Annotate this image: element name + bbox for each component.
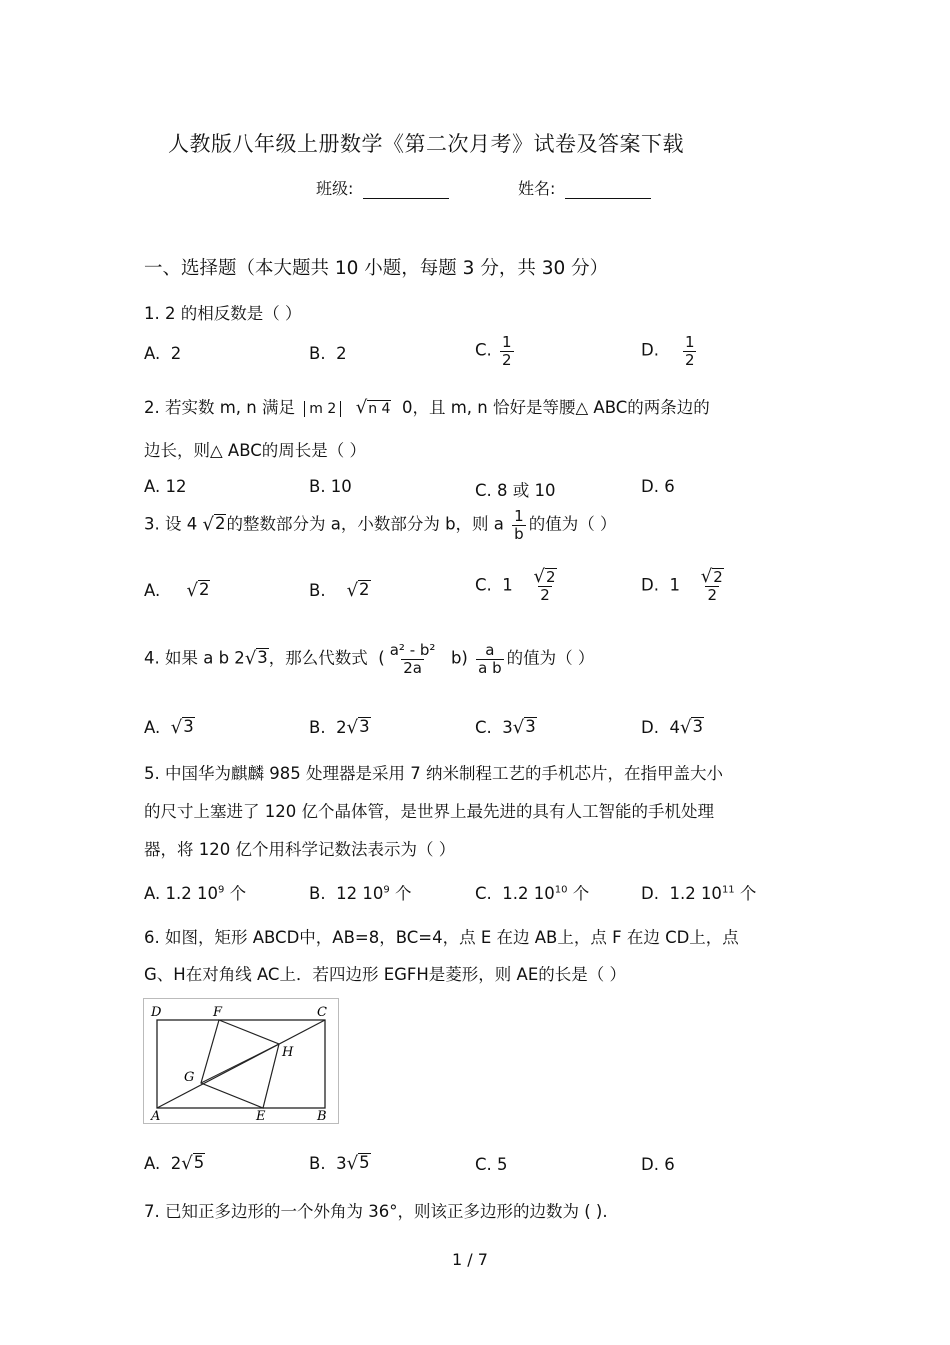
q2-option-b: B. 10 [309,477,352,496]
option-label: A. [144,717,161,737]
option-label: B. [309,580,326,600]
class-label: 班级: [316,179,354,198]
rectangle-figure [143,998,339,1124]
option-unit: 个 [567,884,590,903]
q6-option-b [309,1153,371,1173]
question-6-line1: 6. 如图，矩形 ABCD中，AB=8，BC=4，点 E 在边 AB上，点 F 在边 CD上，点 [144,928,739,947]
q6-option-a [144,1153,205,1173]
q2-option-d: D. 6 [641,477,675,496]
question-1-stem: 1. 2 的相反数是（ ） [144,304,302,323]
radical: √ 3 [170,716,194,738]
coefficient: 4 [669,717,680,737]
geometry-diagram [143,998,339,1124]
label-a: A [151,1109,161,1124]
option-label: B. [309,1153,326,1173]
label-f: F [213,1005,223,1020]
radical: √ 3 [244,647,268,669]
class-blank [363,182,449,199]
option-label: A. [144,580,161,600]
fraction: $\frac{\text{a² - b²}}{2a}$ [389,641,436,677]
q2-pre: 2. 若实数 m, n 满足 [144,398,295,417]
q4-mid: ，那么代数式 [268,648,368,668]
label-b: B [317,1109,327,1124]
q5-option-b [309,880,411,904]
option-value: 1.2 10 [165,884,218,903]
label-g: G [184,1070,195,1085]
radical: √ 3 [512,716,536,738]
q4-option-c [475,717,537,737]
class-field [316,176,449,199]
option-label: A. [144,344,161,363]
q4-option-d [641,717,704,737]
option-label: C. [475,717,492,737]
q1-option-c [475,334,517,368]
radical: √ 2 [346,579,370,601]
q3-mid: 的整数部分为 a，小数部分为 b，则 a [226,514,504,534]
q2-post: 0，且 m, n 恰好是等腰△ ABC的两条边的 [401,398,710,417]
option-label: C. [475,340,492,360]
question-4-stem: 4. 如果 a b 2 √ 3 ，那么代数式 ( $\frac{\text{a² - b²}}{2a}$ b) $\frac{a}{\text{a b}}$ 的值为（ ） [144,641,595,677]
question-6-line2: G、H在对角线 AC上．若四边形 EGFH是菱形，则 AE的长是（ ） [144,965,627,984]
q3-option-c [475,568,562,604]
question-2-line2: 边长，则△ ABC的周长是（ ） [144,441,367,460]
coefficient: 2 [170,1153,182,1173]
label-e: E [256,1109,266,1124]
option-value: 12 10 [336,884,384,903]
option-unit: 个 [389,884,412,903]
option-label: A. [144,884,161,903]
option-value: 1.2 10 [669,884,722,903]
name-blank [565,182,651,199]
q4-post: 的值为（ ） [506,648,595,668]
question-5-line3: 器，将 120 亿个用科学记数法表示为（ ） [144,840,456,859]
q1-option-b [309,344,347,363]
option-unit: 个 [224,884,247,903]
q3-post: 的值为（ ） [528,514,617,534]
option-label: C. [475,575,492,595]
radical: √ 3 [346,716,370,738]
abs-bar-right [340,401,341,417]
option-value: 2 [336,344,347,363]
coefficient: 2 [336,717,347,737]
option-unit: 个 [734,884,757,903]
q2-option-c: C. 8 或 10 [475,481,556,500]
q5-option-d [641,880,756,904]
question-2-stem [144,394,710,418]
page-number: 1 / 7 [452,1250,488,1269]
option-label: B. [309,344,326,363]
question-3-stem [144,508,616,542]
fraction: $\frac{1}{b}$ [514,507,524,543]
radical: √ 2 [202,513,226,535]
option-label: C. [475,884,492,903]
option-label: D. [641,575,659,595]
q3-pre: 3. 设 4 [144,514,198,534]
label-h: H [282,1045,294,1060]
label-c: C [317,1005,327,1020]
coefficient: 3 [336,1153,347,1173]
q4-option-b [309,717,371,737]
option-label: A. [144,1153,161,1173]
abs-bar-left [304,401,305,417]
radical: √ 3 [679,716,703,738]
q3-option-b [309,580,371,600]
q3-option-d [641,568,729,604]
question-7-stem: 7. 已知正多边形的一个外角为 36°，则该正多边形的边数为 ( ). [144,1202,608,1221]
coefficient: 3 [502,717,513,737]
option-value: 1.2 10 [502,884,555,903]
exponent: 11 [721,884,735,896]
label-d: D [151,1005,162,1020]
option-label: D. [641,884,659,903]
q4-option-a [144,717,195,737]
radical: √ 5 [346,1152,370,1174]
fraction: $\frac{1}{2}$ [502,333,512,369]
option-label: D. [641,340,659,360]
radical: √ 2 [186,579,210,601]
option-prefix: 1 [502,575,513,595]
q4-mid2: b) [450,648,468,668]
option-label: B. [309,884,326,903]
section-heading: 一、选择题（本大题共 10 小题，每题 3 分，共 30 分） [144,258,609,279]
exponent: 10 [554,884,568,896]
fraction: $\frac{a}{\text{a b}}$ [478,641,502,677]
q3-option-a [144,580,210,600]
radical: √ n 4 [355,397,391,418]
question-5-line1: 5. 中国华为麒麟 985 处理器是采用 7 纳米制程工艺的手机芯片，在指甲盖大小 [144,764,723,783]
option-label: D. [641,717,659,737]
q6-option-c: C. 5 [475,1155,508,1174]
question-5-line2: 的尺寸上塞进了 120 亿个晶体管，是世界上最先进的具有人工智能的手机处理 [144,802,714,821]
document-title: 人教版八年级上册数学《第二次月考》试卷及答案下载 [168,132,684,156]
q2-option-a: A. 12 [144,477,187,496]
q1-option-d [641,334,699,368]
option-value: 2 [170,344,182,363]
fraction: √ 2 2 [700,566,723,605]
q5-option-a [144,880,246,904]
fraction: √ 2 2 [533,566,556,605]
abs-body: m 2 [309,401,337,417]
q5-option-c [475,880,589,904]
option-label: B. [309,717,326,737]
figure-frame [144,999,339,1124]
radical: √ 5 [181,1152,205,1174]
exponent: 9 [383,884,390,896]
q4-pre: 4. 如果 a b 2 [144,648,245,668]
name-label: 姓名: [518,179,556,198]
name-field [518,176,651,199]
q6-option-d: D. 6 [641,1155,675,1174]
option-prefix: 1 [669,575,680,595]
fraction: $\frac{1}{2}$ [684,333,695,369]
q1-option-a [144,344,181,363]
exponent: 9 [217,884,225,896]
